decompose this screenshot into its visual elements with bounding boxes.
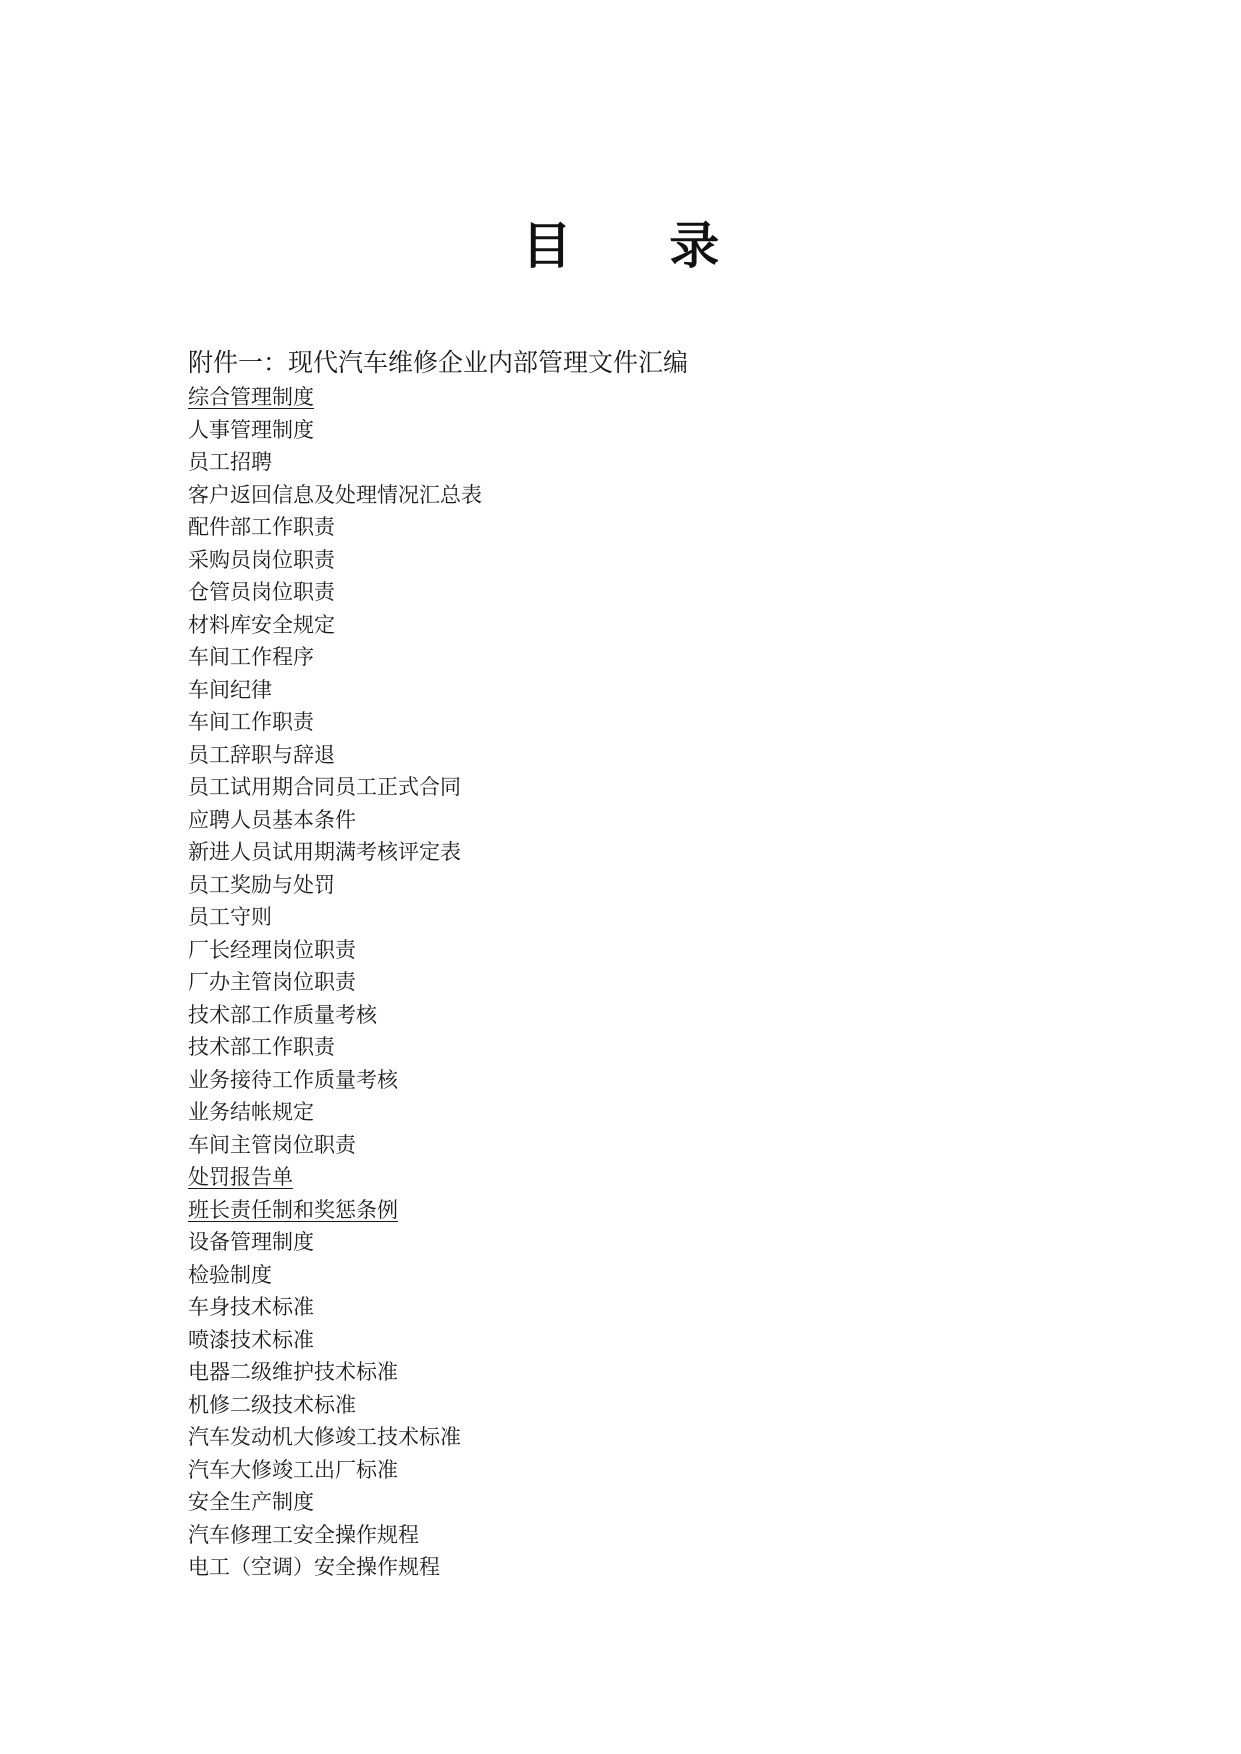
toc-item-label: 配件部工作职责 <box>188 515 335 539</box>
toc-item <box>188 1389 1088 1422</box>
toc-item-label: 安全生产制度 <box>188 1490 314 1514</box>
toc-item-label: 喷漆技术标准 <box>188 1327 314 1352</box>
toc-item <box>188 836 1088 869</box>
toc-item <box>188 966 1088 999</box>
toc-item <box>188 479 1088 512</box>
toc-item <box>188 1226 1088 1259</box>
toc-heading: 附件一：现代汽车维修企业内部管理文件汇编 <box>188 348 689 377</box>
toc-item <box>188 934 1088 967</box>
toc-item-label: 技术部工作职责 <box>188 1035 335 1059</box>
toc-item <box>188 414 1088 447</box>
toc-item-label: 人事管理制度 <box>188 417 314 442</box>
toc-item-label: 业务接待工作质量考核 <box>188 1067 398 1092</box>
toc-item[interactable] <box>188 1194 1088 1227</box>
toc-item[interactable] <box>188 381 1088 414</box>
toc-item-label: 车身技术标准 <box>188 1295 314 1319</box>
table-of-contents <box>188 345 1088 1584</box>
toc-item <box>188 1454 1088 1487</box>
toc-item-label: 应聘人员基本条件 <box>188 807 356 832</box>
toc-item <box>188 739 1088 772</box>
toc-item-label[interactable]: 班长责任制和奖惩条例 <box>188 1197 398 1222</box>
toc-item-label: 新进人员试用期满考核评定表 <box>188 840 461 864</box>
toc-item-label: 业务结帐规定 <box>188 1100 314 1124</box>
toc-item <box>188 1291 1088 1324</box>
toc-item-label: 车间工作程序 <box>188 645 314 669</box>
toc-item <box>188 1064 1088 1097</box>
toc-item <box>188 511 1088 544</box>
toc-item-label: 员工守则 <box>188 905 272 929</box>
toc-item <box>188 1519 1088 1552</box>
toc-item <box>188 706 1088 739</box>
toc-item-label: 厂办主管岗位职责 <box>188 970 356 994</box>
toc-item <box>188 1031 1088 1064</box>
toc-item-label: 汽车大修竣工出厂标准 <box>188 1457 398 1482</box>
toc-item-label: 电器二级维护技术标准 <box>188 1360 398 1384</box>
toc-item-label: 设备管理制度 <box>188 1230 314 1254</box>
toc-item <box>188 1356 1088 1389</box>
toc-item <box>188 576 1088 609</box>
toc-item <box>188 901 1088 934</box>
toc-item-label: 员工辞职与辞退 <box>188 742 335 767</box>
toc-item <box>188 999 1088 1032</box>
toc-item-label[interactable]: 综合管理制度 <box>188 385 314 409</box>
toc-item-label: 汽车修理工安全操作规程 <box>188 1522 419 1547</box>
toc-item <box>188 1096 1088 1129</box>
toc-item-label: 机修二级技术标准 <box>188 1392 356 1417</box>
toc-item-label: 车间主管岗位职责 <box>188 1132 356 1157</box>
toc-item-label: 车间工作职责 <box>188 710 314 734</box>
toc-item-label: 采购员岗位职责 <box>188 547 335 572</box>
toc-item-label: 仓管员岗位职责 <box>188 580 335 604</box>
toc-item <box>188 869 1088 902</box>
toc-item-label: 电工（空调）安全操作规程 <box>188 1555 440 1579</box>
toc-item <box>188 1486 1088 1519</box>
toc-item <box>188 544 1088 577</box>
toc-item <box>188 609 1088 642</box>
toc-item-label: 厂长经理岗位职责 <box>188 937 356 962</box>
toc-item-label[interactable]: 处罚报告单 <box>188 1165 293 1189</box>
toc-item <box>188 641 1088 674</box>
toc-item-label: 员工招聘 <box>188 450 272 474</box>
toc-item-label: 员工试用期合同员工正式合同 <box>188 775 461 799</box>
toc-item-label: 材料库安全规定 <box>188 612 335 637</box>
toc-item-label: 检验制度 <box>188 1262 272 1287</box>
toc-item <box>188 674 1088 707</box>
toc-item[interactable] <box>188 1161 1088 1194</box>
toc-item <box>188 1551 1088 1584</box>
toc-item <box>188 1324 1088 1357</box>
toc-item-label: 技术部工作质量考核 <box>188 1002 377 1027</box>
page-title: 目 录 <box>521 217 760 275</box>
toc-item-label: 汽车发动机大修竣工技术标准 <box>188 1425 461 1449</box>
toc-item <box>188 804 1088 837</box>
toc-item <box>188 771 1088 804</box>
toc-item <box>188 446 1088 479</box>
toc-item <box>188 1259 1088 1292</box>
toc-item-label: 客户返回信息及处理情况汇总表 <box>188 482 482 507</box>
toc-item-label: 员工奖励与处罚 <box>188 872 335 897</box>
toc-item-label: 车间纪律 <box>188 677 272 702</box>
toc-list <box>188 381 1088 1584</box>
toc-item <box>188 1421 1088 1454</box>
toc-item <box>188 1129 1088 1162</box>
